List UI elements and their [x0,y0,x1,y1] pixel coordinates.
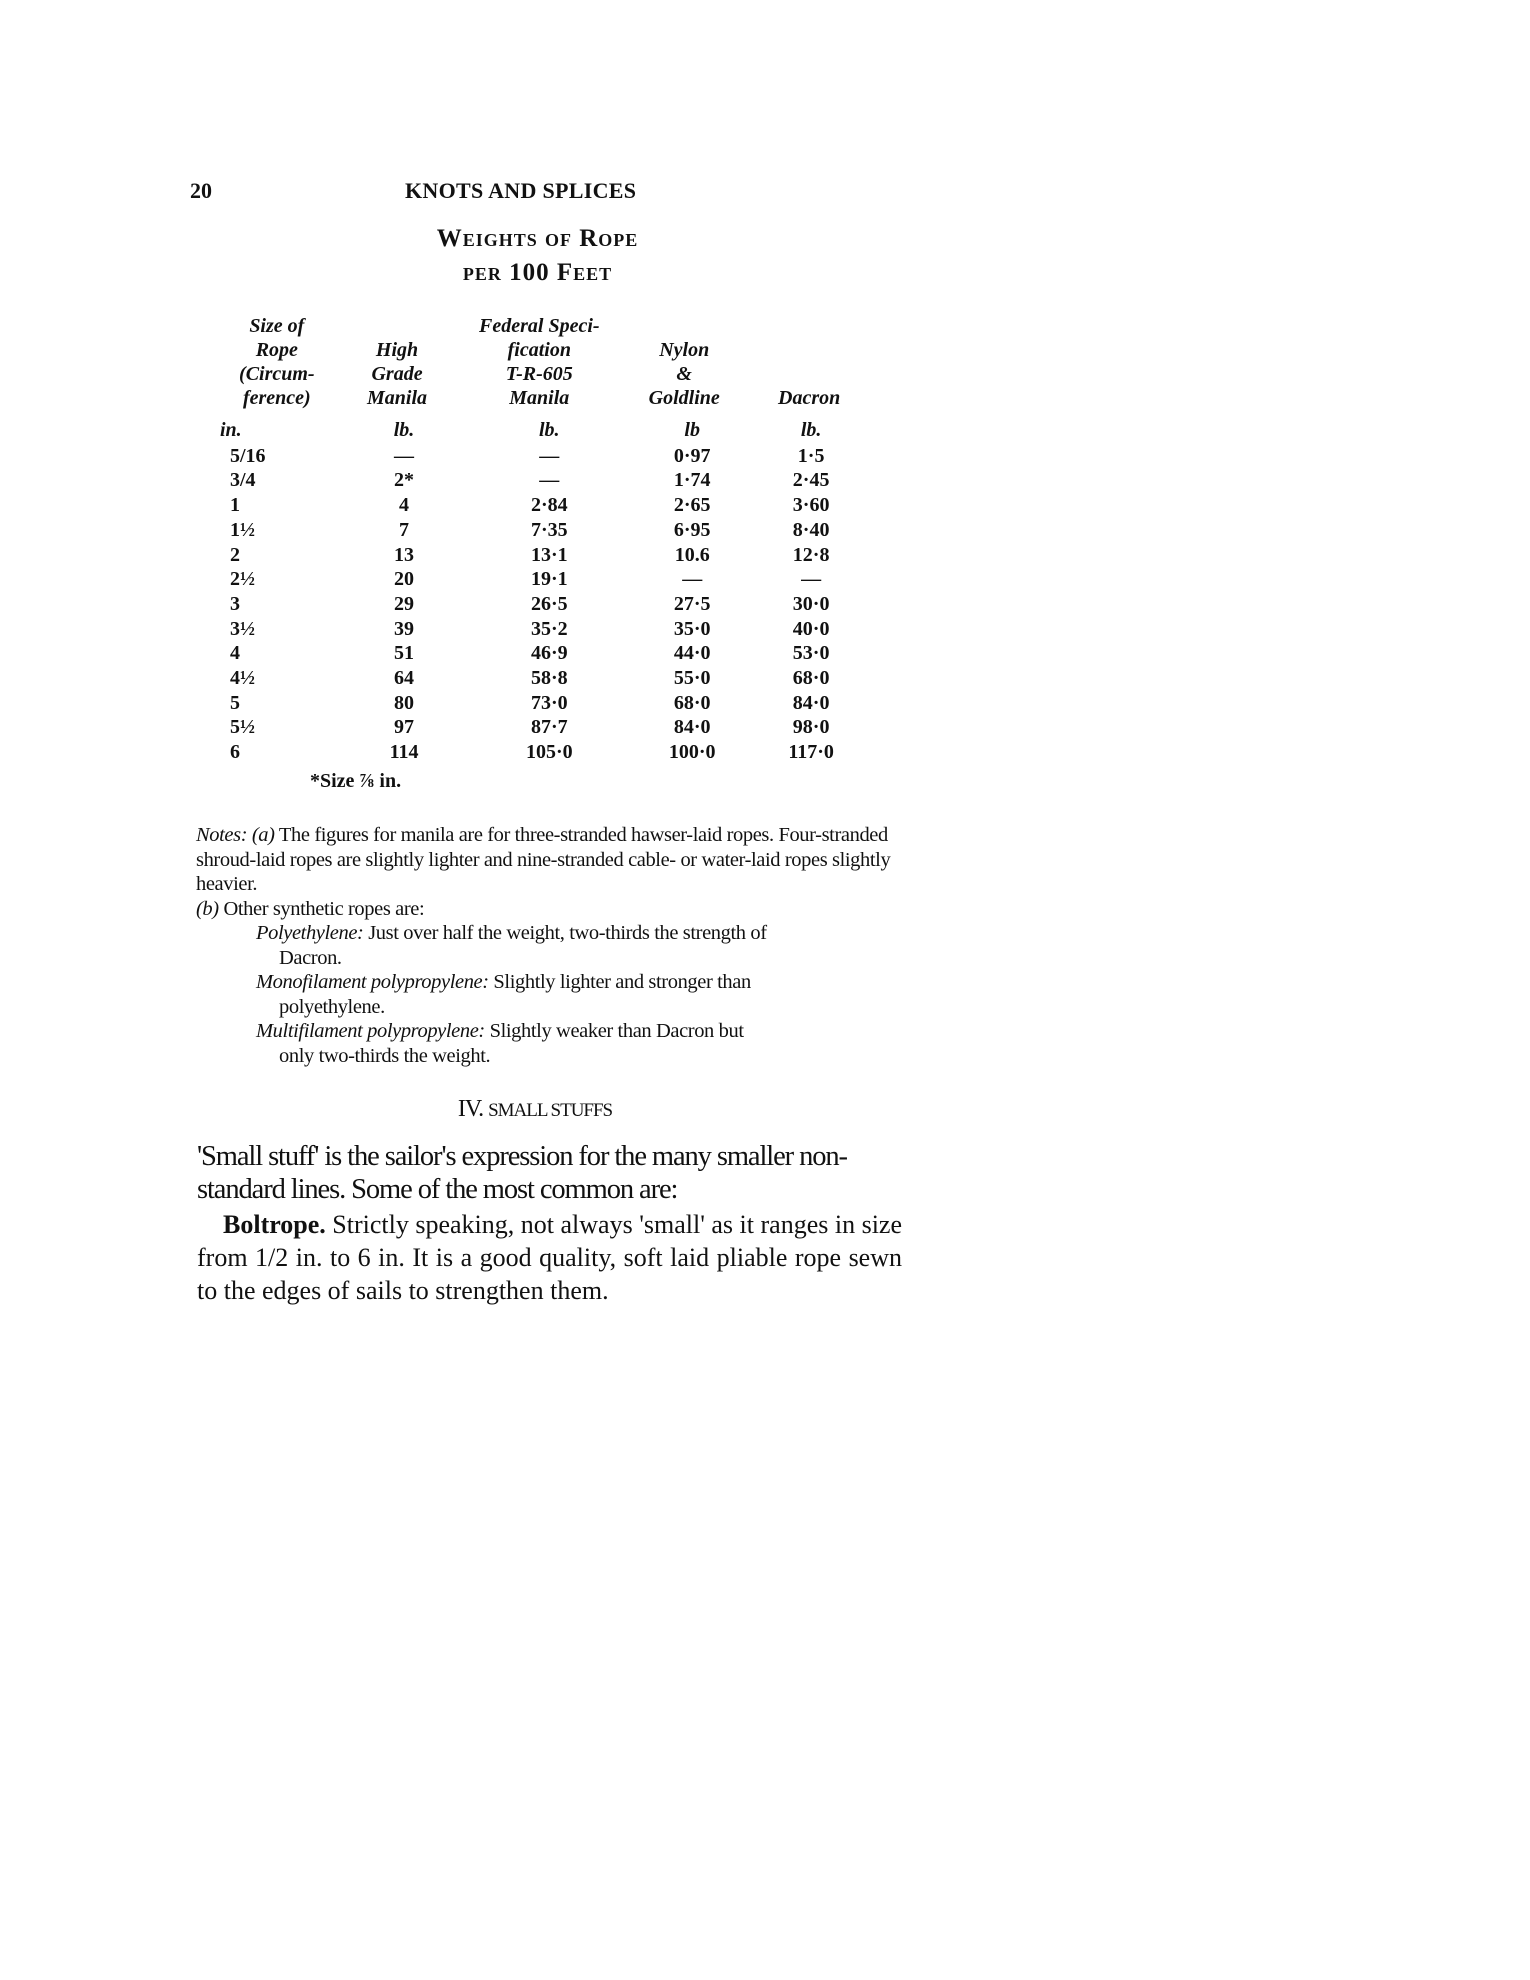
header-size: Size of Rope (Circum- ference) [239,315,315,409]
cell-dac: — [801,568,822,591]
running-head [190,178,910,208]
cell-high: 29 [394,592,415,615]
cell-fed: 7·35 [530,518,568,541]
cell-nyl: 1·74 [673,469,711,492]
cell-nyl: 10.6 [674,543,710,566]
cell-size: 5/16 [230,444,266,467]
header-nylon-goldline: Nylon & Goldline [648,339,720,409]
cell-high: 64 [394,667,415,690]
cell-size: 6 [230,741,240,764]
note-b [196,897,896,922]
cell-size: 5 [230,691,240,714]
cell-nyl: — [682,568,703,591]
note-item-monofilament: Monofilament polypropylene: Slightly lighter and stronger than polyethylene. [256,971,751,1018]
table-row [212,543,872,568]
cell-dac: 30·0 [792,592,830,615]
header-dacron: Dacron [778,387,841,409]
boltrope-text: Strictly speaking, not always 'small' as it ranges in size from 1/2 in. to 6 in. It is a good quality, soft laid pliable rope sewn to the edges of sails to strengthen them. [197,1210,902,1305]
cell-high: 20 [394,568,415,591]
table-row [212,617,872,642]
note-a-text: The figures for manila are for three-stranded hawser-laid ropes. Four-stranded shroud-laid ropes are slightly lighter and nine-stranded cable- or water-laid ropes slightly heavier. [196,824,891,895]
cell-fed: 58·8 [530,667,568,690]
section-heading [0,1096,1070,1123]
cell-nyl: 55·0 [673,667,711,690]
note-item-polyethylene: Polyethylene: Just over half the weight, two-thirds the strength of Dacron. [256,922,767,969]
cell-high: 13 [394,543,415,566]
cell-fed: — [539,469,560,492]
cell-fed: 26·5 [530,592,568,615]
table-title: Weights of Rope [436,225,639,252]
table-row [212,691,872,716]
cell-high: 7 [399,518,410,541]
cell-nyl: 0·97 [673,444,711,467]
section-title: SMALL STUFFS [488,1100,613,1121]
cell-nyl: 6·95 [673,518,711,541]
cell-nyl: 2·65 [673,494,711,517]
cell-size: 2½ [230,568,255,591]
cell-size: 3½ [230,617,255,640]
cell-fed: 105·0 [525,741,573,764]
cell-dac: 1·5 [797,444,825,467]
units-row [212,418,872,444]
table-row [212,666,872,691]
table-header-row [212,314,872,418]
cell-high: 51 [394,642,415,665]
unit-dac: lb. [800,419,822,441]
cell-high: 114 [389,741,419,764]
cell-nyl: 44·0 [673,642,711,665]
cell-nyl: 84·0 [673,716,711,739]
unit-nyl: lb [684,419,700,441]
cell-dac: 98·0 [792,716,830,739]
boltrope-term: Boltrope. [223,1210,326,1239]
cell-fed: 73·0 [530,691,568,714]
cell-size: 1 [230,494,240,517]
note-b-text: Other synthetic ropes are: [223,897,425,920]
cell-high: 39 [394,617,415,640]
cell-fed: 87·7 [530,716,568,739]
cell-high: 4 [399,494,410,517]
cell-high: 2* [394,469,415,492]
cell-size: 3/4 [230,469,256,492]
cell-nyl: 100·0 [668,741,716,764]
cell-fed: 35·2 [530,617,568,640]
cell-dac: 84·0 [792,691,830,714]
cell-dac: 68·0 [792,667,830,690]
table-row [212,518,872,543]
notes-block [196,823,896,1068]
cell-dac: 2·45 [792,469,830,492]
header-high-grade-manila: High Grade Manila [367,339,428,409]
unit-high: lb. [393,419,415,441]
boltrope-paragraph [197,1208,902,1307]
page-number: 20 [190,178,212,203]
cell-dac: 12·8 [792,543,830,566]
cell-size: 3 [230,592,240,615]
cell-dac: 3·60 [792,494,830,517]
note-a [196,823,896,897]
cell-fed: 46·9 [530,642,568,665]
table-row [212,641,872,666]
table-row [212,444,872,469]
header-federal-spec-manila: Federal Speci- fication T-R-605 Manila [479,315,600,409]
cell-size: 4 [230,642,240,665]
table-row [212,468,872,493]
table-row [212,592,872,617]
cell-high: — [394,444,415,467]
unit-size: in. [220,419,242,441]
unit-fed: lb. [539,419,560,441]
cell-fed: 19·1 [530,568,568,591]
table-footnote: *Size ⅞ in. [310,770,402,792]
table-row [212,715,872,740]
table-body [212,418,872,765]
intro-paragraph: 'Small stuff' is the sailor's expression for the many smaller non-standard lines. Some of the most common are: [197,1141,847,1205]
note-b-label: (b) [196,897,219,920]
rope-weights-table [212,314,872,765]
section-numeral: IV. [457,1096,484,1122]
cell-size: 5½ [230,716,255,739]
cell-dac: 117·0 [788,741,834,764]
cell-nyl: 27·5 [673,592,711,615]
cell-nyl: 68·0 [673,691,711,714]
cell-dac: 40·0 [792,617,830,640]
running-title: KNOTS AND SPLICES [405,178,637,203]
cell-high: 97 [394,716,415,739]
cell-fed: 2·84 [530,494,568,517]
cell-size: 4½ [230,667,255,690]
cell-nyl: 35·0 [673,617,711,640]
note-a-label: Notes: (a) [196,824,275,846]
cell-fed: 13·1 [530,543,568,566]
cell-size: 1½ [230,518,255,541]
note-item-multifilament: Multifilament polypropylene: Slightly weaker than Dacron but only two-thirds the weight. [256,1020,744,1067]
cell-high: 80 [394,691,415,714]
table-row [212,567,872,592]
table-subtitle: per 100 Feet [462,259,613,286]
table-row [212,740,872,765]
cell-dac: 53·0 [792,642,830,665]
cell-dac: 8·40 [792,518,830,541]
cell-fed: — [539,444,560,467]
table-row [212,493,872,518]
cell-size: 2 [230,543,240,566]
